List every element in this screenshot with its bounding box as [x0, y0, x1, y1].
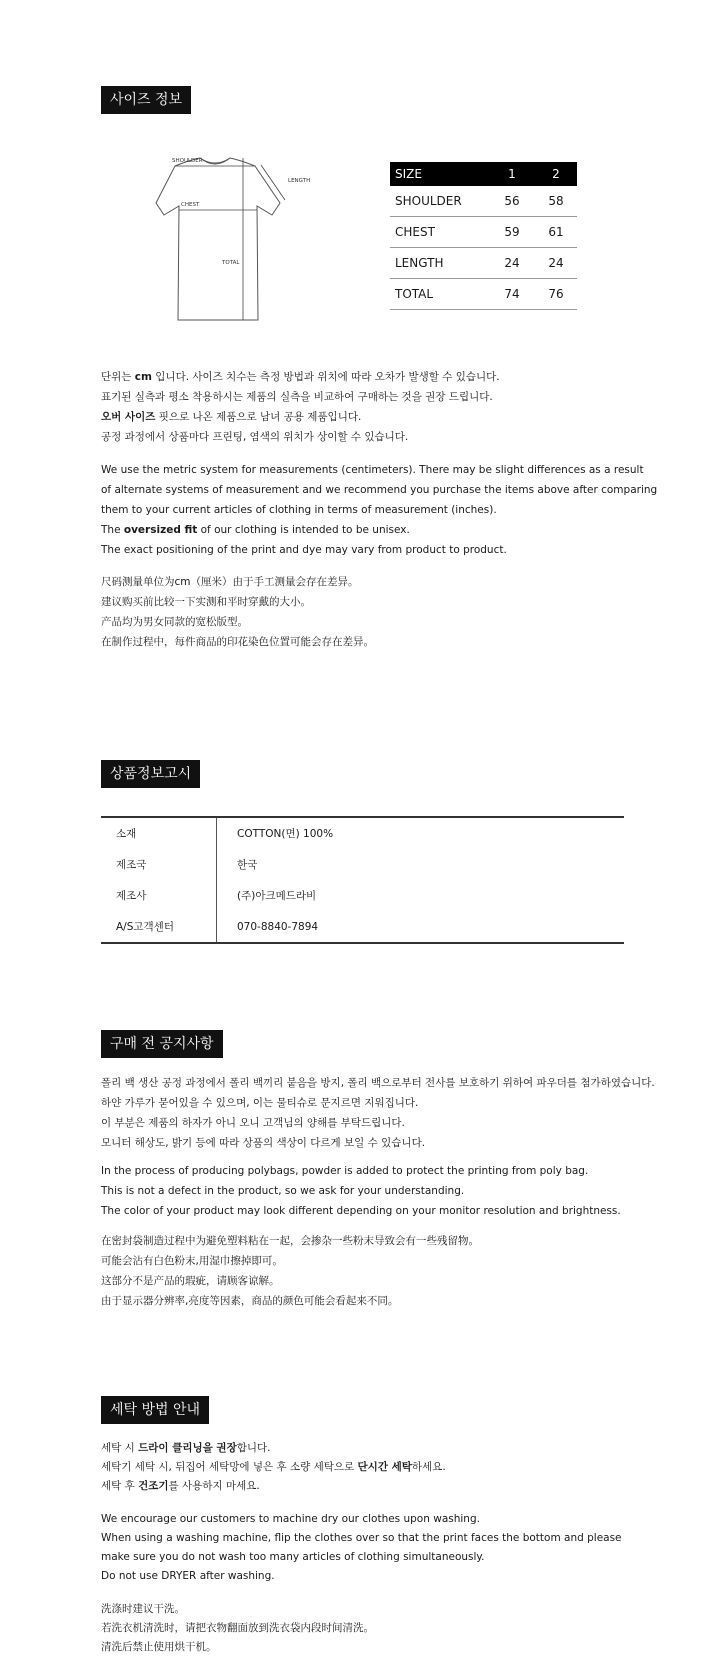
size-note-korean — [101, 367, 500, 447]
text-line: 세탁 시 드라이 클리닝을 권장합니다. — [101, 1442, 271, 1454]
size-table — [390, 162, 577, 310]
diagram-label-chest: CHEST — [181, 202, 200, 208]
size-table-header — [390, 162, 577, 186]
text-line: In the process of producing polybags, powder is added to protect the printing from poly bag. — [101, 1165, 589, 1177]
text-line: 표기된 실측과 평소 착용하시는 제품의 실측을 비교하여 구매하는 것을 권장 드립니다. — [101, 391, 493, 403]
text-line: We encourage our customers to machine dry our clothes upon washing. — [101, 1513, 480, 1525]
text-line: Do not use DRYER after washing. — [101, 1570, 275, 1582]
table-row — [101, 880, 624, 911]
table-row — [101, 911, 624, 943]
size-info-title: 사이즈 정보 — [101, 86, 191, 114]
text-line: 하얀 가루가 묻어있을 수 있으며, 이는 물티슈로 문지르면 지워집니다. — [101, 1097, 419, 1109]
text-line: 공정 과정에서 상품마다 프린팅, 염색의 위치가 상이할 수 있습니다. — [101, 431, 409, 443]
size-table-row — [390, 279, 577, 310]
text-line: When using a washing machine, flip the clothes over so that the print faces the bottom and please — [101, 1532, 622, 1544]
text-line: 단위는 cm 입니다. 사이즈 치수는 측정 방법과 위치에 따라 오차가 발생할 수 있습니다. — [101, 371, 500, 383]
text-line: 这部分不是产品的瑕疵，请顾客谅解。 — [101, 1275, 280, 1287]
size-table-header-cell: 2 — [552, 167, 560, 181]
size-note-chinese — [101, 572, 374, 652]
text-line: 由于显示器分辨率,亮度等因素，商品的颜色可能会看起来不同。 — [101, 1295, 399, 1307]
size-table-header-cell: 1 — [508, 167, 516, 181]
diagram-label-length: LENGTH — [288, 178, 311, 184]
measure-value: 61 — [548, 225, 564, 239]
notice-title: 구매 전 공지사항 — [101, 1030, 223, 1058]
text-line: The color of your product may look different depending on your monitor resolution and brightness. — [101, 1205, 621, 1217]
measure-label: SHOULDER — [395, 194, 462, 208]
text-line: The exact positioning of the print and dye may vary from product to product. — [101, 544, 507, 556]
text-line: 洗涤时建议干洗。 — [101, 1603, 185, 1615]
info-value: (주)아크메드라비 — [237, 890, 317, 902]
measure-label: CHEST — [395, 225, 435, 239]
text-line: make sure you do not wash too many articles of clothing simultaneously. — [101, 1551, 485, 1563]
text-line: 폴리 백 생산 공정 과정에서 폴리 백끼리 붙음을 방지, 폴리 백으로부터 전사를 보호하기 위하여 파우더를 첨가하였습니다. — [101, 1077, 655, 1089]
size-table-row — [390, 248, 577, 279]
text-line: 在密封袋制造过程中为避免塑料粘在一起，会掺杂一些粉末导致会有一些残留物。 — [101, 1235, 479, 1247]
text-line: The oversized fit of our clothing is intended to be unisex. — [101, 524, 410, 536]
measure-value: 56 — [504, 194, 520, 208]
size-table-row — [390, 186, 577, 217]
measure-value: 74 — [504, 287, 520, 301]
measure-value: 76 — [548, 287, 564, 301]
size-note-english — [101, 460, 657, 560]
notice-korean — [101, 1073, 655, 1153]
text-line: 세탁 후 건조기를 사용하지 마세요. — [101, 1480, 260, 1492]
text-line: 모니터 해상도, 밝기 등에 따라 상품의 색상이 다르게 보일 수 있습니다. — [101, 1137, 426, 1149]
measure-value: 24 — [548, 256, 564, 270]
text-line: 建议购买前比较一下实测和平时穿戴的大小。 — [101, 596, 311, 608]
washing-english — [101, 1510, 622, 1586]
info-value: 070-8840-7894 — [237, 920, 319, 933]
product-info-table — [101, 816, 624, 944]
measure-label: TOTAL — [395, 287, 434, 301]
diagram-label-total: TOTAL — [222, 260, 240, 266]
measure-value: 24 — [504, 256, 520, 270]
info-value: COTTON(면) 100% — [237, 828, 334, 840]
size-table-row — [390, 217, 577, 248]
measure-label: LENGTH — [395, 256, 444, 270]
text-line: them to your current articles of clothing in terms of measurement (inches). — [101, 504, 497, 516]
tshirt-size-diagram — [130, 140, 311, 330]
text-line: 在制作过程中，每件商品的印花染色位置可能会存在差异。 — [101, 636, 374, 648]
text-line: 产品均为男女同款的宽松版型。 — [101, 616, 248, 628]
notice-chinese — [101, 1231, 479, 1311]
text-line: 세탁기 세탁 시, 뒤집어 세탁망에 넣은 후 소량 세탁으로 단시간 세탁하세요. — [101, 1461, 446, 1473]
info-value: 한국 — [237, 859, 258, 871]
text-line: 이 부분은 제품의 하자가 아니 오니 고객님의 양해를 부탁드립니다. — [101, 1117, 405, 1129]
text-line: 尺码测量单位为cm（厘米）由于手工测量会存在差异。 — [101, 576, 359, 588]
notice-english — [101, 1161, 621, 1221]
size-table-header-cell: SIZE — [395, 167, 422, 181]
text-line: of alternate systems of measurement and we recommend you purchase the items above after comparing — [101, 484, 658, 496]
info-key: 소재 — [101, 817, 217, 849]
text-line: 오버 사이즈 핏으로 나온 제품으로 남녀 공용 제품입니다. — [101, 411, 362, 423]
text-line: 清洗后禁止使用烘干机。 — [101, 1641, 217, 1653]
text-line: 可能会沾有白色粉末,用湿巾擦掉即可。 — [101, 1255, 283, 1267]
text-line: 若洗衣机清洗时，请把衣物翻面放到洗衣袋内段时间清洗。 — [101, 1622, 374, 1634]
info-key: A/S고객센터 — [101, 911, 217, 943]
table-row — [101, 817, 624, 849]
measure-value: 58 — [548, 194, 564, 208]
washing-title: 세탁 방법 안내 — [101, 1396, 209, 1424]
washing-korean — [101, 1439, 446, 1496]
info-key: 제조사 — [101, 880, 217, 911]
text-line: We use the metric system for measurements (centimeters). There may be slight differences as a result — [101, 464, 644, 476]
text-line: This is not a defect in the product, so we ask for your understanding. — [101, 1185, 465, 1197]
info-key: 제조국 — [101, 849, 217, 880]
product-info-title: 상품정보고시 — [101, 760, 200, 788]
diagram-label-shoulder: SHOULDER — [172, 158, 203, 164]
table-row — [101, 849, 624, 880]
measure-value: 59 — [504, 225, 520, 239]
washing-chinese — [101, 1600, 374, 1657]
